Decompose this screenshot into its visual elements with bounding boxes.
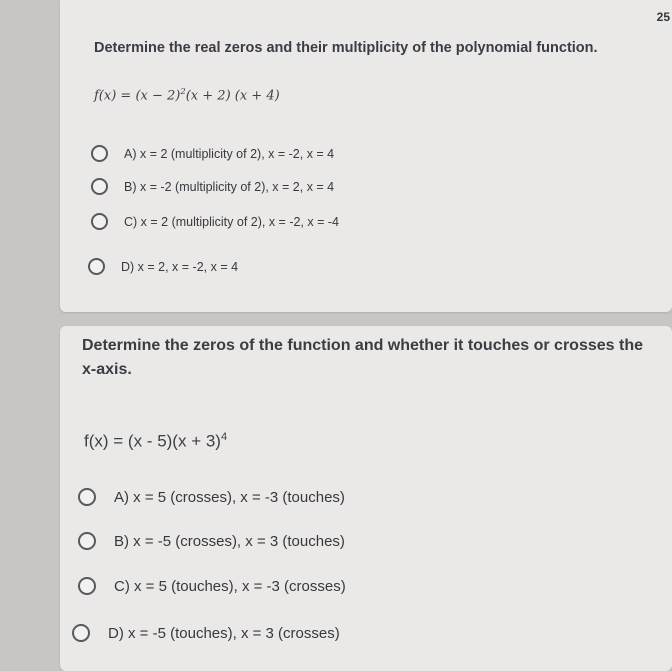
option-label: C) x = 2 (multiplicity of 2), x = -2, x = -4 <box>124 214 339 229</box>
question-1-formula: $f(x) = (x - 2)^2(x + 2)$ (x + 4) <box>94 86 280 104</box>
option-label: B) x = -5 (crosses), x = 3 (touches) <box>114 532 345 550</box>
question-1-prompt: Determine the real zeros and their multiplicity of the polynomial function. <box>94 40 598 56</box>
radio-button-icon[interactable] <box>72 624 90 642</box>
question-1-option-a[interactable] <box>91 145 334 162</box>
radio-button-icon[interactable] <box>88 258 105 275</box>
option-label: D) x = -5 (touches), x = 3 (crosses) <box>108 624 340 642</box>
radio-button-icon[interactable] <box>78 488 96 506</box>
question-1-option-b[interactable] <box>91 178 334 195</box>
points-label: 25 <box>656 10 670 24</box>
question-1-option-d[interactable] <box>88 258 238 275</box>
question-2-option-d[interactable] <box>72 624 340 642</box>
question-1-option-c[interactable] <box>91 213 339 230</box>
radio-button-icon[interactable] <box>91 145 108 162</box>
option-label: A) x = 5 (crosses), x = -3 (touches) <box>114 488 345 506</box>
question-2-option-c[interactable] <box>78 577 346 595</box>
radio-button-icon[interactable] <box>78 532 96 550</box>
option-label: B) x = -2 (multiplicity of 2), x = 2, x = 4 <box>124 179 335 194</box>
question-2-option-a[interactable] <box>78 488 345 506</box>
question-2-prompt: Determine the zeros of the function and whether it touches or crosses the x-axis. <box>82 337 643 378</box>
question-2-formula: $f(x) = (x - 5)(x + 3)^4$ <box>84 431 228 451</box>
option-label: C) x = 5 (touches), x = -3 (crosses) <box>114 577 346 595</box>
question-2-option-b[interactable] <box>78 532 345 550</box>
option-label: A) x = 2 (multiplicity of 2), x = -2, x = 4 <box>124 146 335 161</box>
radio-button-icon[interactable] <box>78 577 96 595</box>
option-label: D) x = 2, x = -2, x = 4 <box>121 259 239 274</box>
radio-button-icon[interactable] <box>91 178 108 195</box>
radio-button-icon[interactable] <box>91 213 108 230</box>
